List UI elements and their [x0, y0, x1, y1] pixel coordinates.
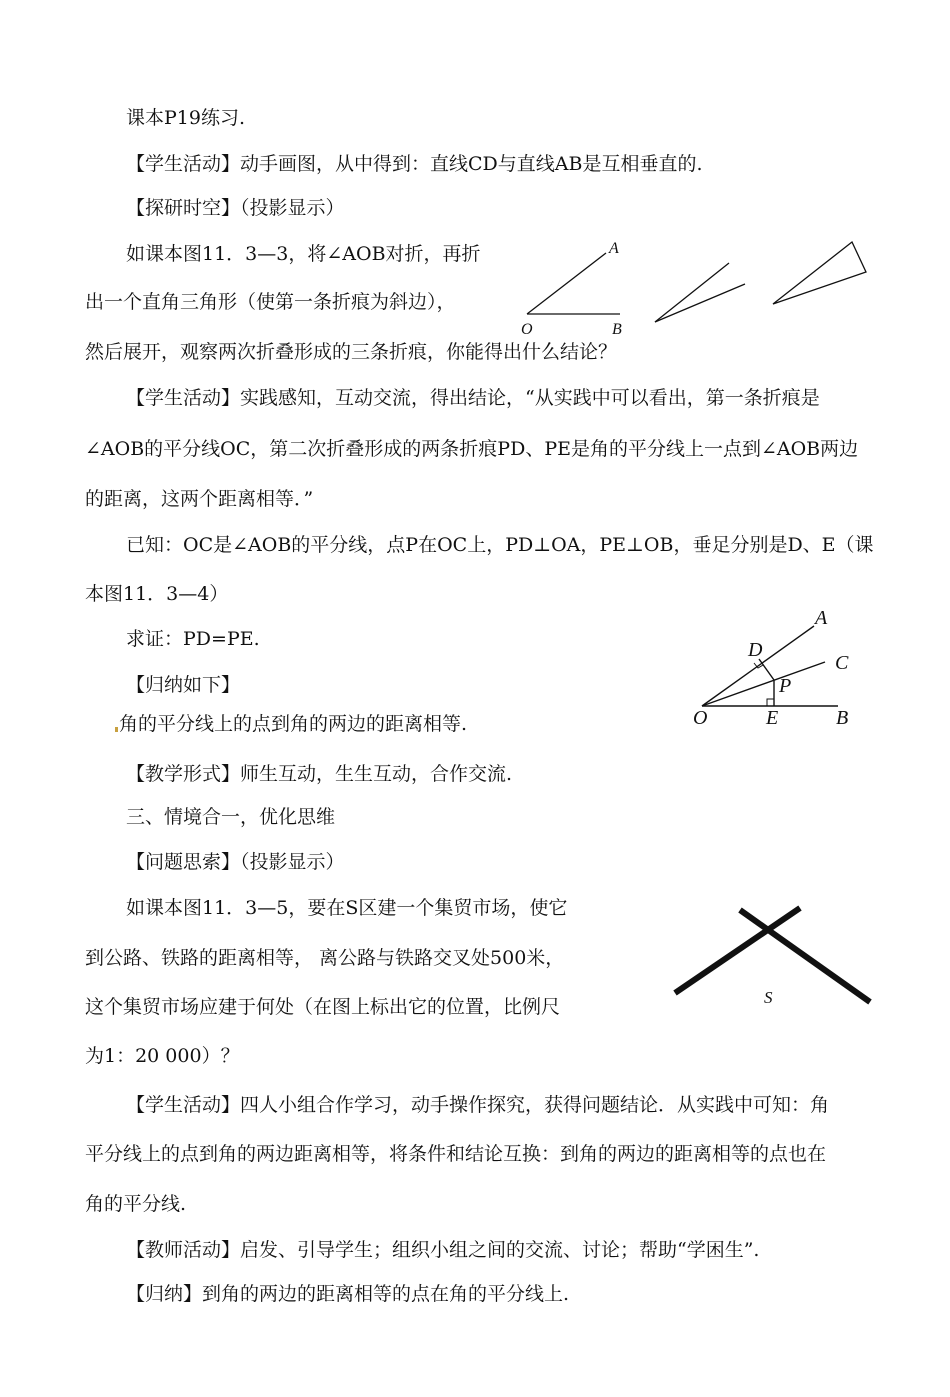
fold-piece-2: [773, 242, 866, 304]
text-line: 本图11．3—4）: [85, 583, 229, 605]
text-line: 的距离，这两个距离相等．”: [85, 488, 314, 510]
mark-dot: [115, 727, 118, 732]
label-a: A: [609, 240, 619, 257]
text-line: 已知：OC是∠AOB的平分线，点P在OC上，PD⊥OA，PE⊥OB，垂足分别是D、E（课: [126, 534, 874, 556]
label-e: E: [766, 707, 779, 729]
text-line: 【教学形式】师生互动，生生互动，合作交流.: [126, 763, 513, 785]
text-line: 【归纳如下】: [126, 674, 241, 696]
label-a: A: [815, 607, 828, 629]
fold-piece-1-bottom: [655, 284, 745, 322]
text-line: 然后展开，观察两次折叠形成的三条折痕，你能得出什么结论？: [85, 341, 618, 363]
text-line: 角的平分线.: [85, 1193, 187, 1215]
label-b: B: [612, 321, 622, 338]
bisector-figure: [690, 600, 870, 735]
text-line: 求证：PD=PE.: [126, 628, 260, 650]
text-line: 课本P19练习.: [126, 107, 246, 129]
text-line: 【学生活动】四人小组合作学习，动手操作探究，获得问题结论．从实践中可知：角: [126, 1094, 830, 1116]
market-figure: [665, 895, 885, 1030]
label-o: O: [521, 321, 533, 338]
text-line: ∠AOB的平分线OC，第二次折叠形成的两条折痕PD、PE是角的平分线上一点到∠AOB两边: [85, 438, 859, 460]
highway: [675, 908, 800, 993]
text-line: 这个集贸市场应建于何处（在图上标出它的位置，比例尺: [85, 996, 561, 1018]
ray-oc: [702, 662, 825, 706]
text-line: 到公路、铁路的距离相等， 离公路与铁路交叉处500米，: [85, 947, 565, 969]
text-line: 为1：20 000）？: [85, 1045, 240, 1067]
text-line: 【探研时空】（投影显示）: [126, 197, 345, 219]
text-line: 【教师活动】启发、引导学生；组织小组之间的交流、讨论；帮助“学困生”.: [126, 1239, 760, 1261]
text-line: 【归纳】到角的两边的距离相等的点在角的平分线上.: [126, 1283, 570, 1305]
text-line: [114, 712, 467, 736]
label-b: B: [836, 707, 849, 729]
text-line: 【问题思索】（投影显示）: [126, 851, 345, 873]
label-p: P: [779, 675, 792, 697]
text-line: 【学生活动】实践感知，互动交流，得出结论，“从实践中可以看出，第一条折痕是: [126, 387, 820, 409]
summary-text: 角的平分线上的点到角的两边的距离相等.: [119, 713, 468, 735]
label-o: O: [693, 707, 708, 729]
text-line: 如课本图11．3—5，要在S区建一个集贸市场，使它: [126, 897, 568, 919]
fold-ray-oa: [527, 253, 606, 314]
fold-piece-1-top: [655, 263, 729, 322]
railway: [740, 910, 870, 1002]
text-line: 三、情境合一，优化思维: [126, 806, 336, 828]
label-s: S: [764, 988, 773, 1007]
label-c: C: [835, 652, 849, 674]
label-d: D: [748, 639, 763, 661]
text-line: 平分线上的点到角的两边距离相等，将条件和结论互换：到角的两边的距离相等的点也在: [85, 1143, 827, 1165]
fold-angle-figure: [500, 230, 880, 340]
text-line: 【学生活动】动手画图，从中得到：直线CD与直线AB是互相垂直的.: [126, 153, 703, 175]
text-line: 如课本图11．3—3，将∠AOB对折，再折: [126, 243, 481, 265]
ray-oa: [702, 626, 814, 706]
text-line: 出一个直角三角形（使第一条折痕为斜边），: [85, 291, 456, 313]
segment-pd: [759, 659, 774, 680]
right-angle-e: [767, 699, 774, 706]
